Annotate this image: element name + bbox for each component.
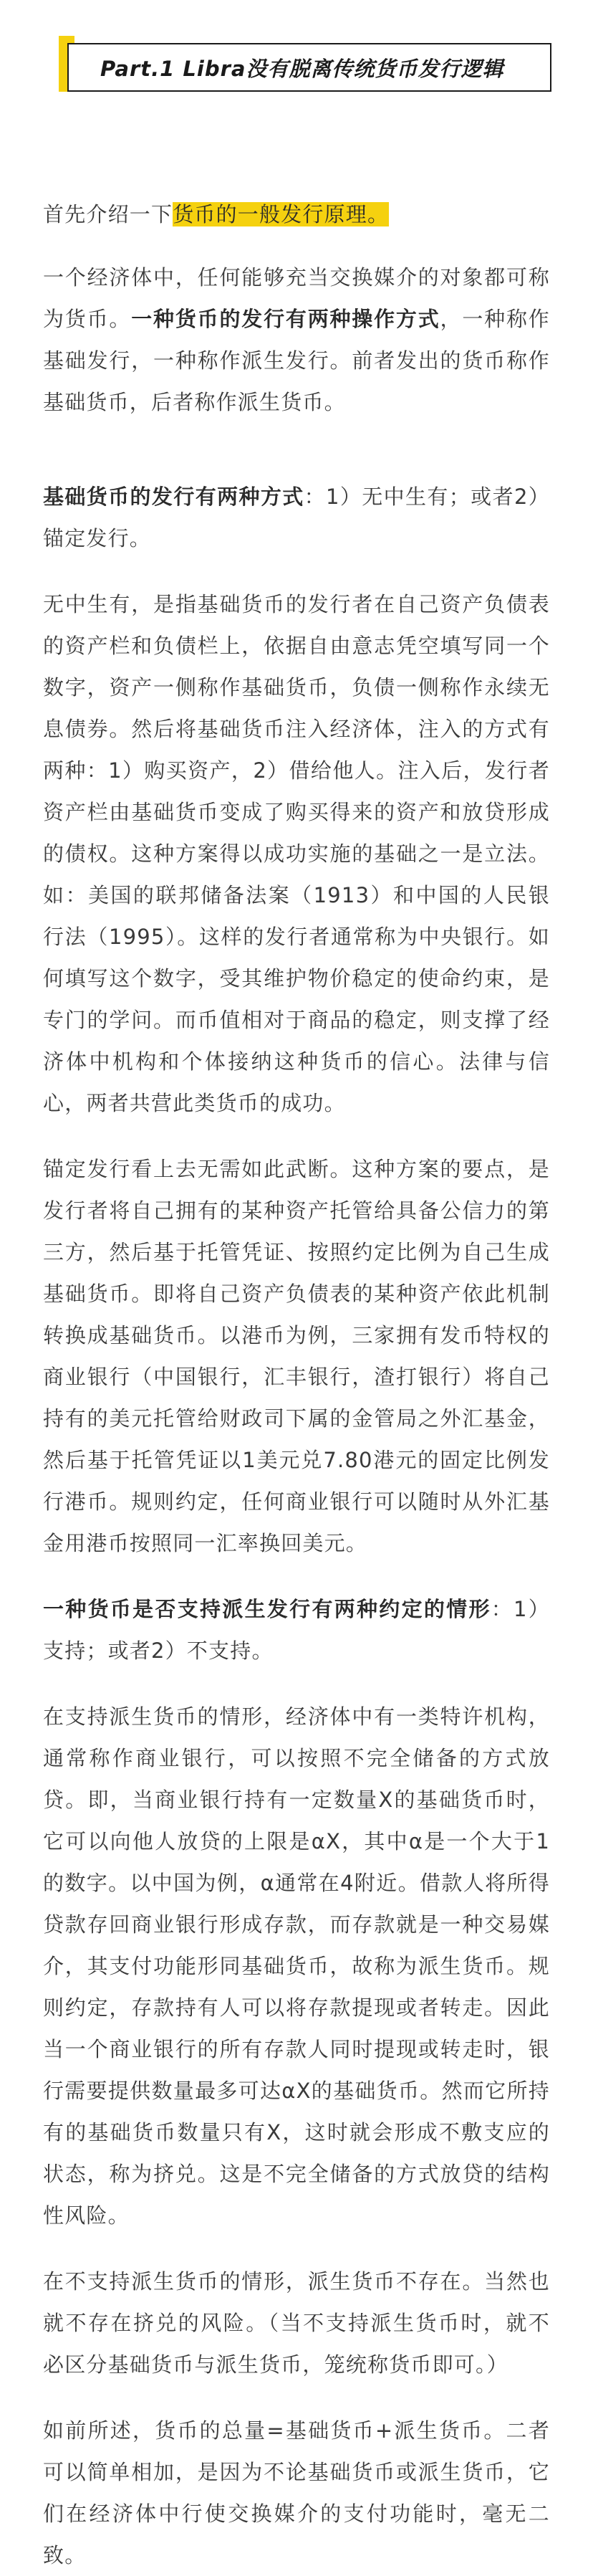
paragraph-currency-definition bbox=[43, 257, 550, 423]
p5-text: ：1）支持；或者2）不支持。 bbox=[43, 1597, 550, 1663]
intro-highlight: 货币的一般发行原理。 bbox=[173, 202, 390, 226]
p2-bold: 基础货币的发行有两种方式 bbox=[43, 485, 304, 509]
header-box bbox=[67, 43, 551, 92]
p1-text-b: ，一种称作基础发行，一种称作派生发行。前者发出的货币称作基础货币，后者称作派生货币。 bbox=[43, 307, 550, 414]
article-body bbox=[43, 194, 550, 2576]
paragraph-base-issuance bbox=[43, 476, 550, 559]
paragraph-anchored-issuance: 锚定发行看上去无需如此武断。这种方案的要点，是发行者将自己拥有的某种资产托管给具备公信力的第三方，然后基于托管凭证、按照约定比例为自己生成基础货币。即将自己资产负债表的某种资产依此机制转换成基础货币。以港币为例，三家拥有发币特权的商业银行（中国银行，汇丰银行，渣打银行）将自己持有的美元托管给财政司下属的金管局之外汇基金，然后基于托管凭证以1美元兑7.80港元的固定比例发行港币。规则约定，任何商业银行可以随时从外汇基金用港币按照同一汇率换回美元。 bbox=[43, 1157, 550, 1555]
intro-prefix: 首先介绍一下 bbox=[43, 202, 173, 226]
paragraph-derivative-issuance bbox=[43, 1588, 550, 1671]
paragraph-no-derivative: 在不支持派生货币的情形，派生货币不存在。当然也就不存在挤兑的风险。（当不支持派生货币时，就不必区分基础货币与派生货币，笼统称货币即可。） bbox=[43, 2269, 550, 2377]
intro-paragraph bbox=[43, 194, 550, 235]
paragraph-total-money: 如前所述，货币的总量=基础货币+派生货币。二者可以简单相加，是因为不论基础货币或派生货币，它们在经济体中行使交换媒介的支付功能时，毫无二致。 bbox=[43, 2418, 550, 2567]
section-title: Part.1 Libra没有脱离传统货币发行逻辑 bbox=[100, 56, 504, 81]
p1-bold: 一种货币的发行有两种操作方式 bbox=[131, 307, 440, 331]
p5-bold: 一种货币是否支持派生发行有两种约定的情形 bbox=[43, 1597, 491, 1621]
p2-text: ：1）无中生有；或者2）锚定发行。 bbox=[43, 485, 550, 550]
paragraph-from-nothing: 无中生有，是指基础货币的发行者在自己资产负债表的资产栏和负债栏上，依据自由意志凭空填写同一个数字，资产一侧称作基础货币，负债一侧称作永续无息债券。然后将基础货币注入经济体，注入的方式有两种：1）购买资产，2）借给他人。注入后，发行者资产栏由基础货币变成了购买得来的资产和放贷形成的债权。这种方案得以成功实施的基础之一是立法。如：美国的联邦储备法案（1913）和中国的人民银行法（1995）。这样的发行者通常称为中央银行。如何填写这个数字，受其维护物价稳定的使命约束，是专门的学问。而币值相对于商品的稳定，则支撑了经济体中机构和个体接纳这种货币的信心。法律与信心，两者共营此类货币的成功。 bbox=[43, 592, 550, 1115]
section-header bbox=[59, 36, 551, 100]
p1-text-a: 一个经济体中，任何能够充当交换媒介的对象都可称为货币。 bbox=[43, 265, 550, 331]
paragraph-support-derivative: 在支持派生货币的情形，经济体中有一类特许机构，通常称作商业银行，可以按照不完全储备的方式放贷。即，当商业银行持有一定数量X的基础货币时，它可以向他人放贷的上限是αX，其中α是一个大于1的数字。以中国为例，α通常在4附近。借款人将所得贷款存回商业银行形成存款，而存款就是一种交易媒介，其支付功能形同基础货币，故称为派生货币。规则约定，存款持有人可以将存款提现或者转走。因此当一个商业银行的所有存款人同时提现或转走时，银行需要提供数量最多可达αX的基础货币。然而它所持有的基础货币数量只有X，这时就会形成不敷支应的状态，称为挤兑。这是不完全储备的方式放贷的结构性风险。 bbox=[43, 1704, 550, 2228]
